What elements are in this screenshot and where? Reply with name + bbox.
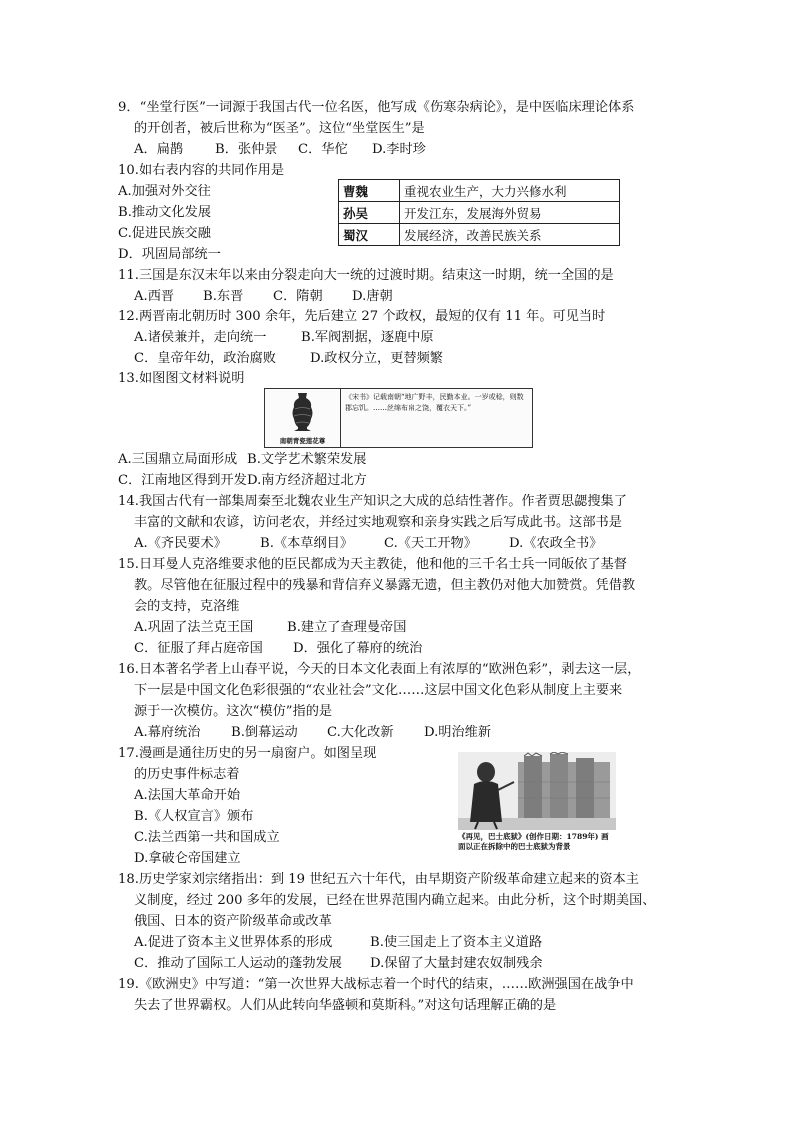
q17-figure bbox=[458, 752, 616, 862]
q10-option-b: B.推动文化发展 bbox=[118, 205, 212, 220]
q16-stem-line2: 下一层是中国文化色彩很强的“农业社会”文化……这层中国文化色彩从制度上主要来 bbox=[134, 683, 623, 698]
q17-option-d: D.拿破仑帝国建立 bbox=[134, 851, 241, 866]
q14-option-b: B.《本草纲目》 bbox=[260, 536, 354, 551]
table-cell-policy: 开发江东，发展海外贸易 bbox=[400, 202, 620, 224]
q17-stem-line2: 的历史事件标志着 bbox=[134, 767, 240, 782]
q18-option-d: D.保留了大量封建农奴制残余 bbox=[370, 956, 543, 971]
q16-option-d: D.明治维新 bbox=[424, 725, 492, 740]
q15-option-c: C．征服了拜占庭帝国 bbox=[134, 641, 263, 656]
q9-option-d: D.李时珍 bbox=[372, 142, 426, 157]
q18-option-b: B.使三国走上了资本主义道路 bbox=[370, 935, 543, 950]
q15-stem-line1: 15.日耳曼人克洛维要求他的臣民都成为天主教徒，他和他的三千名士兵一同皈依了基督 bbox=[118, 557, 627, 572]
q14-stem-line2: 丰富的文献和农谚，访问老农，并经过实地观察和亲身实践之后写成此书。这部书是 bbox=[134, 515, 622, 530]
q18-stem-line3: 俄国、日本的资产阶级革命或改革 bbox=[134, 914, 332, 929]
q19-stem-line2: 失去了世界霸权。人们从此转向华盛顿和莫斯科。”对这句话理解正确的是 bbox=[134, 998, 557, 1013]
q10-option-c: C.促进民族交融 bbox=[118, 226, 211, 241]
q14-option-c: C.《天工开物》 bbox=[384, 536, 477, 551]
vase-image-panel bbox=[265, 389, 341, 447]
celadon-vase-icon bbox=[265, 389, 340, 435]
q17-option-b: B.《人权宣言》颁布 bbox=[134, 809, 254, 824]
table-cell-state: 曹魏 bbox=[339, 180, 400, 202]
table-row bbox=[339, 180, 620, 202]
q10-stem: 10.如右表内容的共同作用是 bbox=[118, 163, 285, 178]
table-cell-state: 蜀汉 bbox=[339, 224, 400, 246]
q11-option-a: A.西晋 bbox=[134, 289, 175, 304]
q10-table bbox=[338, 179, 620, 246]
table-row bbox=[339, 202, 620, 224]
q15-option-b: B.建立了查理曼帝国 bbox=[287, 620, 407, 635]
q13-option-d: D.南方经济超过北方 bbox=[247, 473, 367, 488]
q17-stem-line1: 17.漫画是通往历史的另一扇窗户。如图呈现 bbox=[118, 746, 377, 761]
q13-figure bbox=[264, 388, 533, 448]
q16-option-b: B.倒幕运动 bbox=[231, 725, 298, 740]
q12-option-d: D.政权分立，更替频繁 bbox=[310, 351, 443, 366]
q17-option-c: C.法兰西第一共和国成立 bbox=[134, 830, 280, 845]
q9-option-c: C．华佗 bbox=[298, 142, 348, 157]
table-cell-policy: 发展经济，改善民族关系 bbox=[400, 224, 620, 246]
q11-option-b: B.东晋 bbox=[203, 289, 244, 304]
q13-option-b: B.文学艺术繁荣发展 bbox=[247, 452, 367, 467]
q14-option-d: D.《农政全书》 bbox=[509, 536, 603, 551]
q9-option-b: B．张仲景 bbox=[215, 142, 278, 157]
table-cell-state: 孙吴 bbox=[339, 202, 400, 224]
q11-option-d: D.唐朝 bbox=[352, 289, 393, 304]
q18-option-a: A.促进了资本主义世界体系的形成 bbox=[134, 935, 333, 950]
q15-option-d: D．强化了幕府的统治 bbox=[293, 641, 423, 656]
q12-stem: 12.两晋南北朝历时 300 余年，先后建立 27 个政权，最短的仅有 11 年。可见当时 bbox=[118, 309, 606, 324]
q19-stem-line1: 19.《欧洲史》中写道：“第一次世界大战标志着一个时代的结束，……欧洲强国在战争中 bbox=[118, 977, 634, 992]
q16-stem-line1: 16.日本著名学者上山春平说，今天的日本文化表面上有浓厚的“欧洲色彩”，剥去这一层， bbox=[118, 662, 641, 677]
q10-option-d: D．巩固局部统一 bbox=[118, 247, 221, 262]
q16-stem-line3: 源于一次模仿。这次“模仿”指的是 bbox=[134, 704, 333, 719]
q9-stem-line2: 的开创者，被后世称为“医圣”。这位“坐堂医生”是 bbox=[134, 121, 425, 136]
q13-option-c: C．江南地区得到开发 bbox=[118, 473, 247, 488]
q18-stem-line2: 义制度，经过 200 多年的发展，已经在世界范围内确立起来。由此分析，这个时期美国、 bbox=[134, 893, 656, 908]
table-row bbox=[339, 224, 620, 246]
q11-stem: 11.三国是东汉末年以来由分裂走向大一统的过渡时期。结束这一时期，统一全国的是 bbox=[118, 268, 614, 283]
q16-option-c: C.大化改新 bbox=[327, 725, 394, 740]
q16-option-a: A.幕府统治 bbox=[134, 725, 201, 740]
q15-option-a: A.巩固了法兰克王国 bbox=[134, 620, 254, 635]
q15-stem-line3: 会的支持，克洛维 bbox=[134, 599, 240, 614]
q18-stem-line1: 18.历史学家刘宗绪指出：到 19 世纪五六十年代，由早期资产阶级革命建立起来的资本主 bbox=[118, 872, 639, 887]
q12-option-a: A.诸侯兼并，走向统一 bbox=[134, 330, 267, 345]
table-cell-policy: 重视农业生产，大力兴修水利 bbox=[400, 180, 620, 202]
q14-option-a: A.《齐民要术》 bbox=[134, 536, 227, 551]
q13-option-a: A.三国鼎立局面形成 bbox=[118, 452, 238, 467]
q18-option-c: C．推动了国际工人运动的蓬勃发展 bbox=[134, 956, 342, 971]
q9-stem-line1: 9．“坐堂行医”一词源于我国古代一位名医，他写成《伤寒杂病论》，是中医临床理论体系 bbox=[118, 100, 635, 115]
q12-option-b: B.军阀割据，逐鹿中原 bbox=[301, 330, 434, 345]
q12-option-c: C．皇帝年幼，政治腐败 bbox=[134, 351, 276, 366]
bastille-caption: 《再见，巴士底狱》(创作日期：1789年) 画面以正在拆除中的巴士底狱为背景 bbox=[458, 832, 609, 851]
q17-option-a: A.法国大革命开始 bbox=[134, 788, 241, 803]
q9-option-a: A．扁鹊 bbox=[134, 142, 184, 157]
q10-option-a: A.加强对外交往 bbox=[118, 184, 211, 199]
q11-option-c: C．隋朝 bbox=[273, 289, 323, 304]
q14-stem-line1: 14.我国古代有一部集周秦至北魏农业生产知识之大成的总结性著作。作者贾思勰搜集了 bbox=[118, 494, 627, 509]
bastille-cartoon-icon bbox=[458, 752, 616, 830]
q15-stem-line2: 教。尽管他在征服过程中的残暴和背信弃义暴露无遗，但主教仍对他大加赞赏。凭借教 bbox=[134, 578, 636, 593]
vase-caption: 南朝青瓷莲花尊 bbox=[279, 437, 326, 445]
song-shu-quote: 《宋书》记载南朝“地广野丰，民勤本业。一岁或稔，则数郡忘饥。……丝绵布帛之饶，覆衣天下。” bbox=[345, 393, 524, 412]
q13-stem: 13.如图图文材料说明 bbox=[118, 371, 245, 386]
